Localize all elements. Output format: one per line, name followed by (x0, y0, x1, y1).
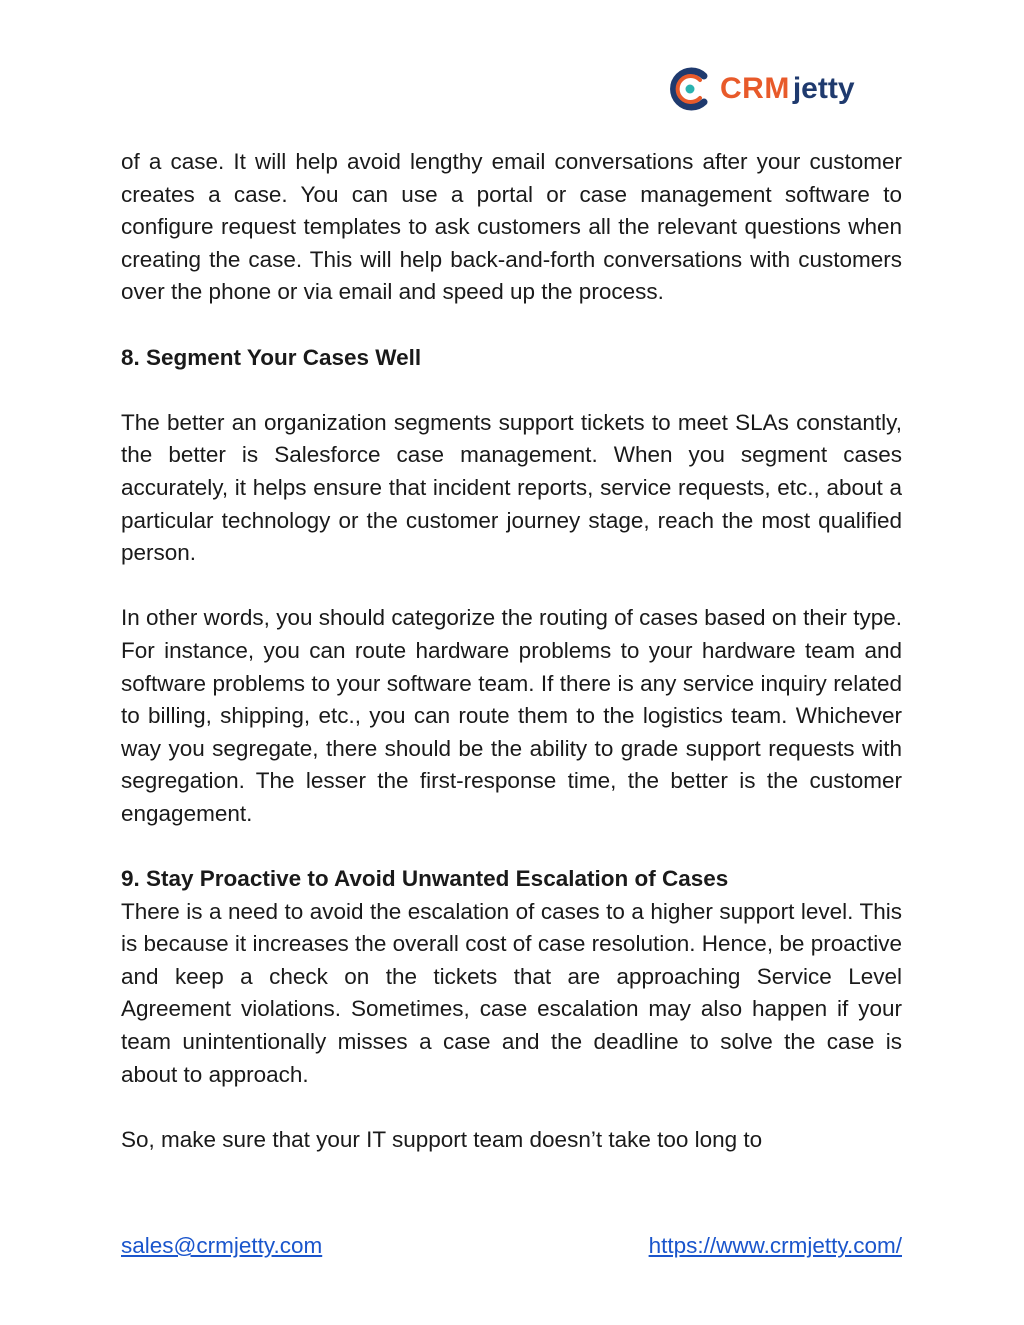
footer-email-link[interactable]: sales@crmjetty.com (121, 1233, 323, 1258)
logo-jetty-text: jetty (792, 72, 855, 105)
footer-website-link[interactable]: https://www.crmjetty.com/ (648, 1233, 902, 1258)
crmjetty-logo-icon (664, 64, 714, 114)
section-heading-9: 9. Stay Proactive to Avoid Unwanted Escalation of Cases (121, 866, 729, 892)
logo-wordmark (720, 72, 855, 106)
page-footer (121, 1230, 902, 1262)
logo-crm-text: CRM (720, 72, 790, 105)
paragraph-escalation-1: There is a need to avoid the escalation of cases to a higher support level. This is because it increases the overall cost of case resolution. Hence, be proactive and keep a check on the tickets that are approaching Service Level Agreement violations. Sometimes, case escalation may also happen if your team unintentionally misses a case and the deadline to solve the case is about to approach. (121, 898, 902, 1087)
section-heading-8: 8. Segment Your Cases Well (121, 344, 422, 370)
paragraph-escalation-2: So, make sure that your IT support team doesn’t take too long to (121, 1126, 763, 1152)
paragraph-intro: of a case. It will help avoid lengthy email conversations after your customer creates a case. You can use a portal or case management software to configure request templates to ask customers all the relevant questions when creating the case. This will help back-and-forth conversations with customers over the phone or via email and speed up the process. (121, 149, 902, 305)
crmjetty-logo (664, 62, 874, 116)
article-body (121, 146, 902, 1156)
paragraph-segment-1: The better an organization segments support tickets to meet SLAs constantly, the better is Salesforce case management. When you segment cases accurately, it helps ensure that incident reports, service requests, etc., about a particular technology or the customer journey stage, reach the most qualified person. (121, 409, 902, 566)
paragraph-segment-2: In other words, you should categorize the routing of cases based on their type. For instance, you can route hardware problems to your hardware team and software problems to your software team. If there is any service inquiry related to billing, shipping, etc., you can route them to the logistics team. Whichever way you segregate, there should be the ability to grade support requests with segregation. The lesser the first-response time, the better is the customer engagement. (121, 605, 902, 826)
